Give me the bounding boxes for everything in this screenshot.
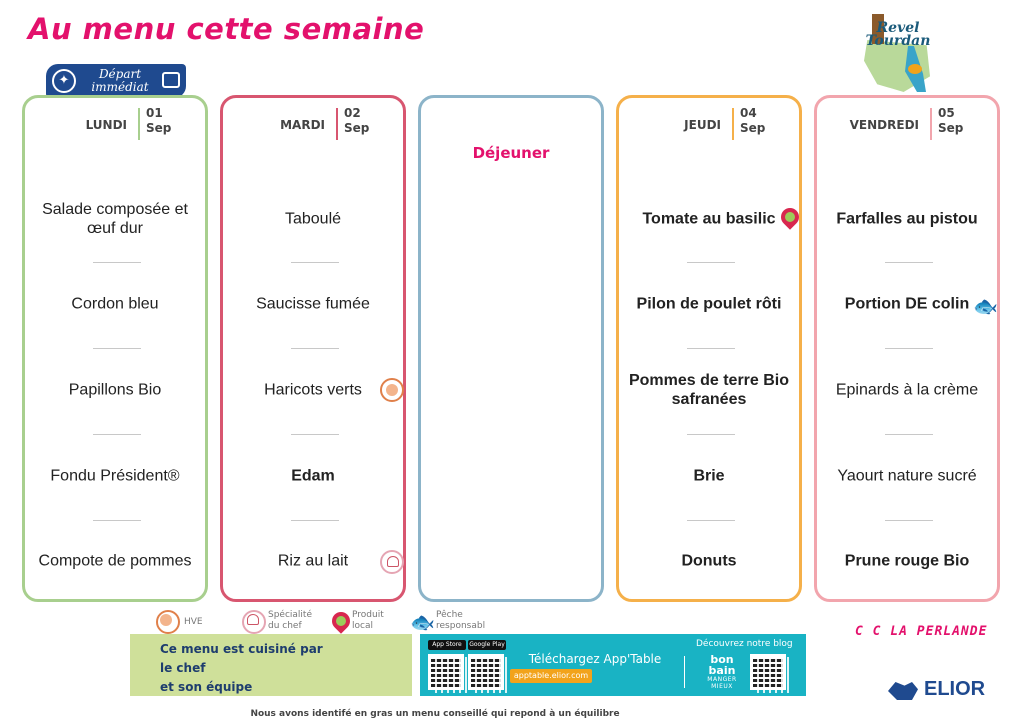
day-name: VENDREDI [849, 118, 919, 132]
page-title: Au menu cette semaine [28, 12, 425, 46]
day-name: MARDI [280, 118, 325, 132]
dish-side: Pommes de terre Bio safranées [628, 372, 790, 408]
chef-line-1: Ce menu est cuisiné par [160, 642, 323, 656]
hve-icon [156, 610, 180, 634]
footer-note: Nous avons identifé en gras un menu conseillé qui repond à un équilibre [250, 709, 620, 719]
dish-starter: Tomate au basilic [642, 210, 776, 228]
day-month: Sep [938, 121, 964, 135]
app-store-badge[interactable]: App Store [428, 640, 466, 650]
legend-chef-line-1: Spécialité [268, 610, 312, 620]
legend-local-line-1: Produit [352, 610, 384, 620]
day-card-vendredi [814, 95, 1000, 602]
elior-logo-text: ELIOR [924, 678, 986, 700]
meal-label: Déjeuner [472, 144, 550, 162]
revel-tourdan-logo [858, 12, 938, 92]
dish-cheese: Yaourt nature sucré [837, 467, 977, 485]
day-name: JEUDI [684, 118, 721, 132]
blog-title: Découvrez notre blog [696, 639, 793, 649]
dish-starter: Salade composée et œuf dur [42, 201, 188, 237]
app-banner[interactable] [420, 634, 806, 696]
bonbain-logo: bon bain MANGER MIEUX [707, 653, 737, 690]
legend-hve [156, 610, 203, 636]
dish-cheese: Brie [693, 467, 725, 485]
dish-starter: Farfalles au pistou [836, 210, 978, 228]
dish-dessert: Compote de pommes [38, 552, 192, 570]
day-number: 05 [938, 106, 955, 120]
legend-hve-label: HVE [184, 617, 203, 627]
badge-line-1: Départ [98, 67, 142, 81]
depart-immediat-badge [46, 64, 186, 98]
chef-line-2: le chef [160, 661, 206, 675]
restaurant-name: C C LA PERLANDE [855, 624, 988, 639]
dish-dessert: Prune rouge Bio [844, 552, 970, 570]
logo-line-1: Revel [876, 20, 920, 36]
dish-main: Pilon de poulet rôti [636, 295, 782, 313]
badge-line-2: immédiat [91, 80, 149, 94]
day-card-lundi [22, 95, 208, 602]
chef-message-box [130, 634, 412, 696]
app-title: Téléchargez App'Table [528, 652, 662, 666]
qr-code-ios [428, 654, 464, 690]
dish-starter: Taboulé [284, 210, 342, 228]
dish-side: Papillons Bio [68, 381, 162, 399]
qr-code-android [468, 654, 504, 690]
dish-main: Saucisse fumée [256, 295, 370, 313]
logo-line-2: Tourdan [865, 33, 931, 49]
legend-fish-line-2: responsabl [436, 621, 486, 631]
legend-fish-line-1: Pêche [436, 610, 463, 620]
dish-main: Cordon bleu [71, 295, 159, 313]
day-month: Sep [146, 121, 172, 135]
dish-dessert: Riz au lait [277, 552, 349, 570]
fish-icon: 🐟 [973, 294, 998, 318]
day-card-jeudi [616, 95, 802, 602]
legend-chef [242, 610, 312, 636]
day-card-mardi [220, 95, 406, 602]
day-number: 02 [344, 106, 361, 120]
qr-code-blog [750, 654, 786, 690]
elior-logo-icon [888, 682, 918, 700]
hve-icon [380, 378, 404, 402]
chef-hat-icon [380, 550, 404, 574]
day-month: Sep [740, 121, 766, 135]
dish-cheese: Fondu Président® [50, 467, 180, 485]
local-pin-icon [328, 608, 353, 633]
google-play-badge[interactable]: Google Play [469, 641, 505, 648]
day-month: Sep [344, 121, 370, 135]
dish-dessert: Donuts [681, 552, 737, 570]
day-name: LUNDI [85, 118, 127, 132]
day-number: 01 [146, 106, 163, 120]
suitcase-icon [162, 72, 180, 88]
fish-icon: 🐟 [410, 610, 435, 634]
dish-main: Portion DE colin [844, 295, 970, 313]
dish-side: Epinards à la crème [835, 381, 979, 399]
chef-hat-icon [242, 610, 266, 634]
star-icon: ✦ [52, 69, 76, 93]
dish-cheese: Edam [291, 467, 335, 485]
chef-line-3: et son équipe [160, 680, 253, 694]
dish-side: Haricots verts [264, 381, 362, 399]
legend-chef-line-2: du chef [268, 621, 302, 631]
app-url-link[interactable]: apptable.elior.com [510, 669, 592, 683]
day-card-lunch-label [418, 95, 604, 602]
legend-local-line-2: local [352, 621, 373, 631]
day-number: 04 [740, 106, 757, 120]
